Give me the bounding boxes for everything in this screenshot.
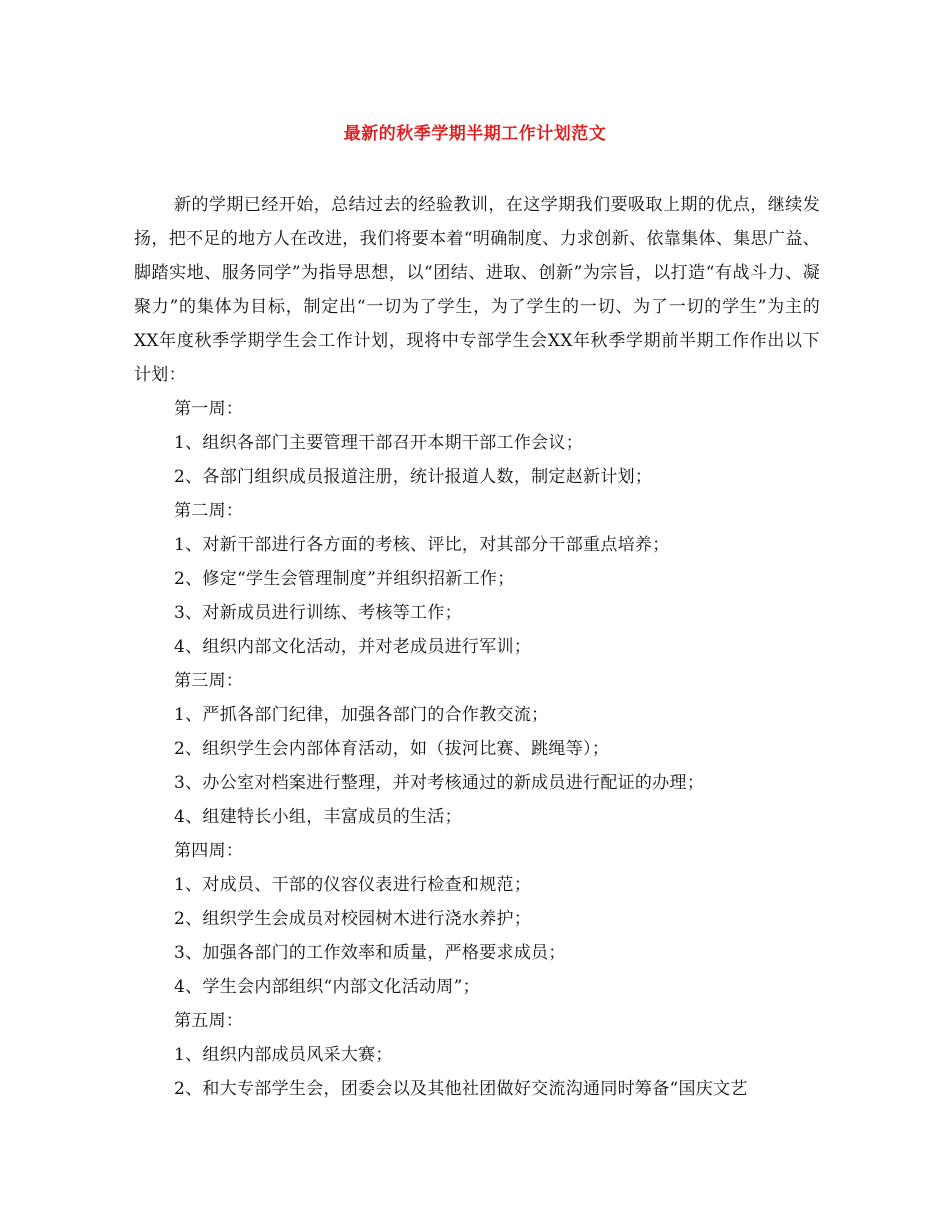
plan-item: 4、组织内部文化活动，并对老成员进行军训；: [174, 637, 532, 657]
week-heading: 第四周：: [174, 841, 244, 861]
plan-item: 3、对新成员进行训练、考核等工作；: [174, 603, 462, 623]
plan-item: 2、修定“学生会管理制度”并组织招新工作；: [174, 569, 515, 589]
plan-item: 3、加强各部门的工作效率和质量，严格要求成员；: [174, 943, 566, 963]
plan-item: 1、组织各部门主要管理干部召开本期干部工作会议；: [174, 433, 584, 453]
week-heading: 第五周：: [174, 1011, 244, 1031]
plan-item: 1、对新干部进行各方面的考核、评比，对其部分干部重点培养；: [174, 535, 670, 555]
plan-item: 2、各部门组织成员报道注册，统计报道人数，制定赵新计划；: [174, 467, 653, 487]
week-heading: 第三周：: [174, 671, 244, 691]
intro-paragraph: 新的学期已经开始，总结过去的经验教训，在这学期我们要吸取上期的优点，继续发扬，把不足的地方人在改进，我们将要本着“明确制度、力求创新、依靠集体、集思广益、脚踏实地、服务同学”为指导思想，以“团结、进取、创新”为宗旨，以打造“有战斗力、凝聚力”的集体为目标，制定出“一切为了学生，为了学生的一切、为了一切的学生”为主的XX年度秋季学期学生会工作计划，现将中专部学生会XX年秋季学期前半期工作作出以下计划：: [134, 195, 820, 385]
document-body: [134, 188, 820, 1106]
plan-item: 4、组建特长小组，丰富成员的生活；: [174, 807, 462, 827]
plan-item: 4、学生会内部组织“内部文化活动周”；: [174, 977, 480, 997]
plan-item: 2、组织学生会内部体育活动，如（拔河比赛、跳绳等）；: [174, 739, 610, 759]
plan-item: 1、对成员、干部的仪容仪表进行检查和规范；: [174, 875, 532, 895]
week-heading: 第二周：: [174, 501, 244, 521]
week-heading: 第一周：: [174, 399, 244, 419]
plan-item: 1、严抓各部门纪律，加强各部门的合作教交流；: [174, 705, 549, 725]
plan-item: 2、和大专部学生会，团委会以及其他社团做好交流沟通同时筹备“国庆文艺: [174, 1079, 748, 1099]
plan-item: 3、办公室对档案进行整理，并对考核通过的新成员进行配证的办理；: [174, 773, 705, 793]
plan-item: 2、组织学生会成员对校园树木进行浇水养护；: [174, 909, 532, 929]
document-title: 最新的秋季学期半期工作计划范文: [343, 124, 607, 144]
plan-item: 1、组织内部成员风采大赛；: [174, 1045, 393, 1065]
